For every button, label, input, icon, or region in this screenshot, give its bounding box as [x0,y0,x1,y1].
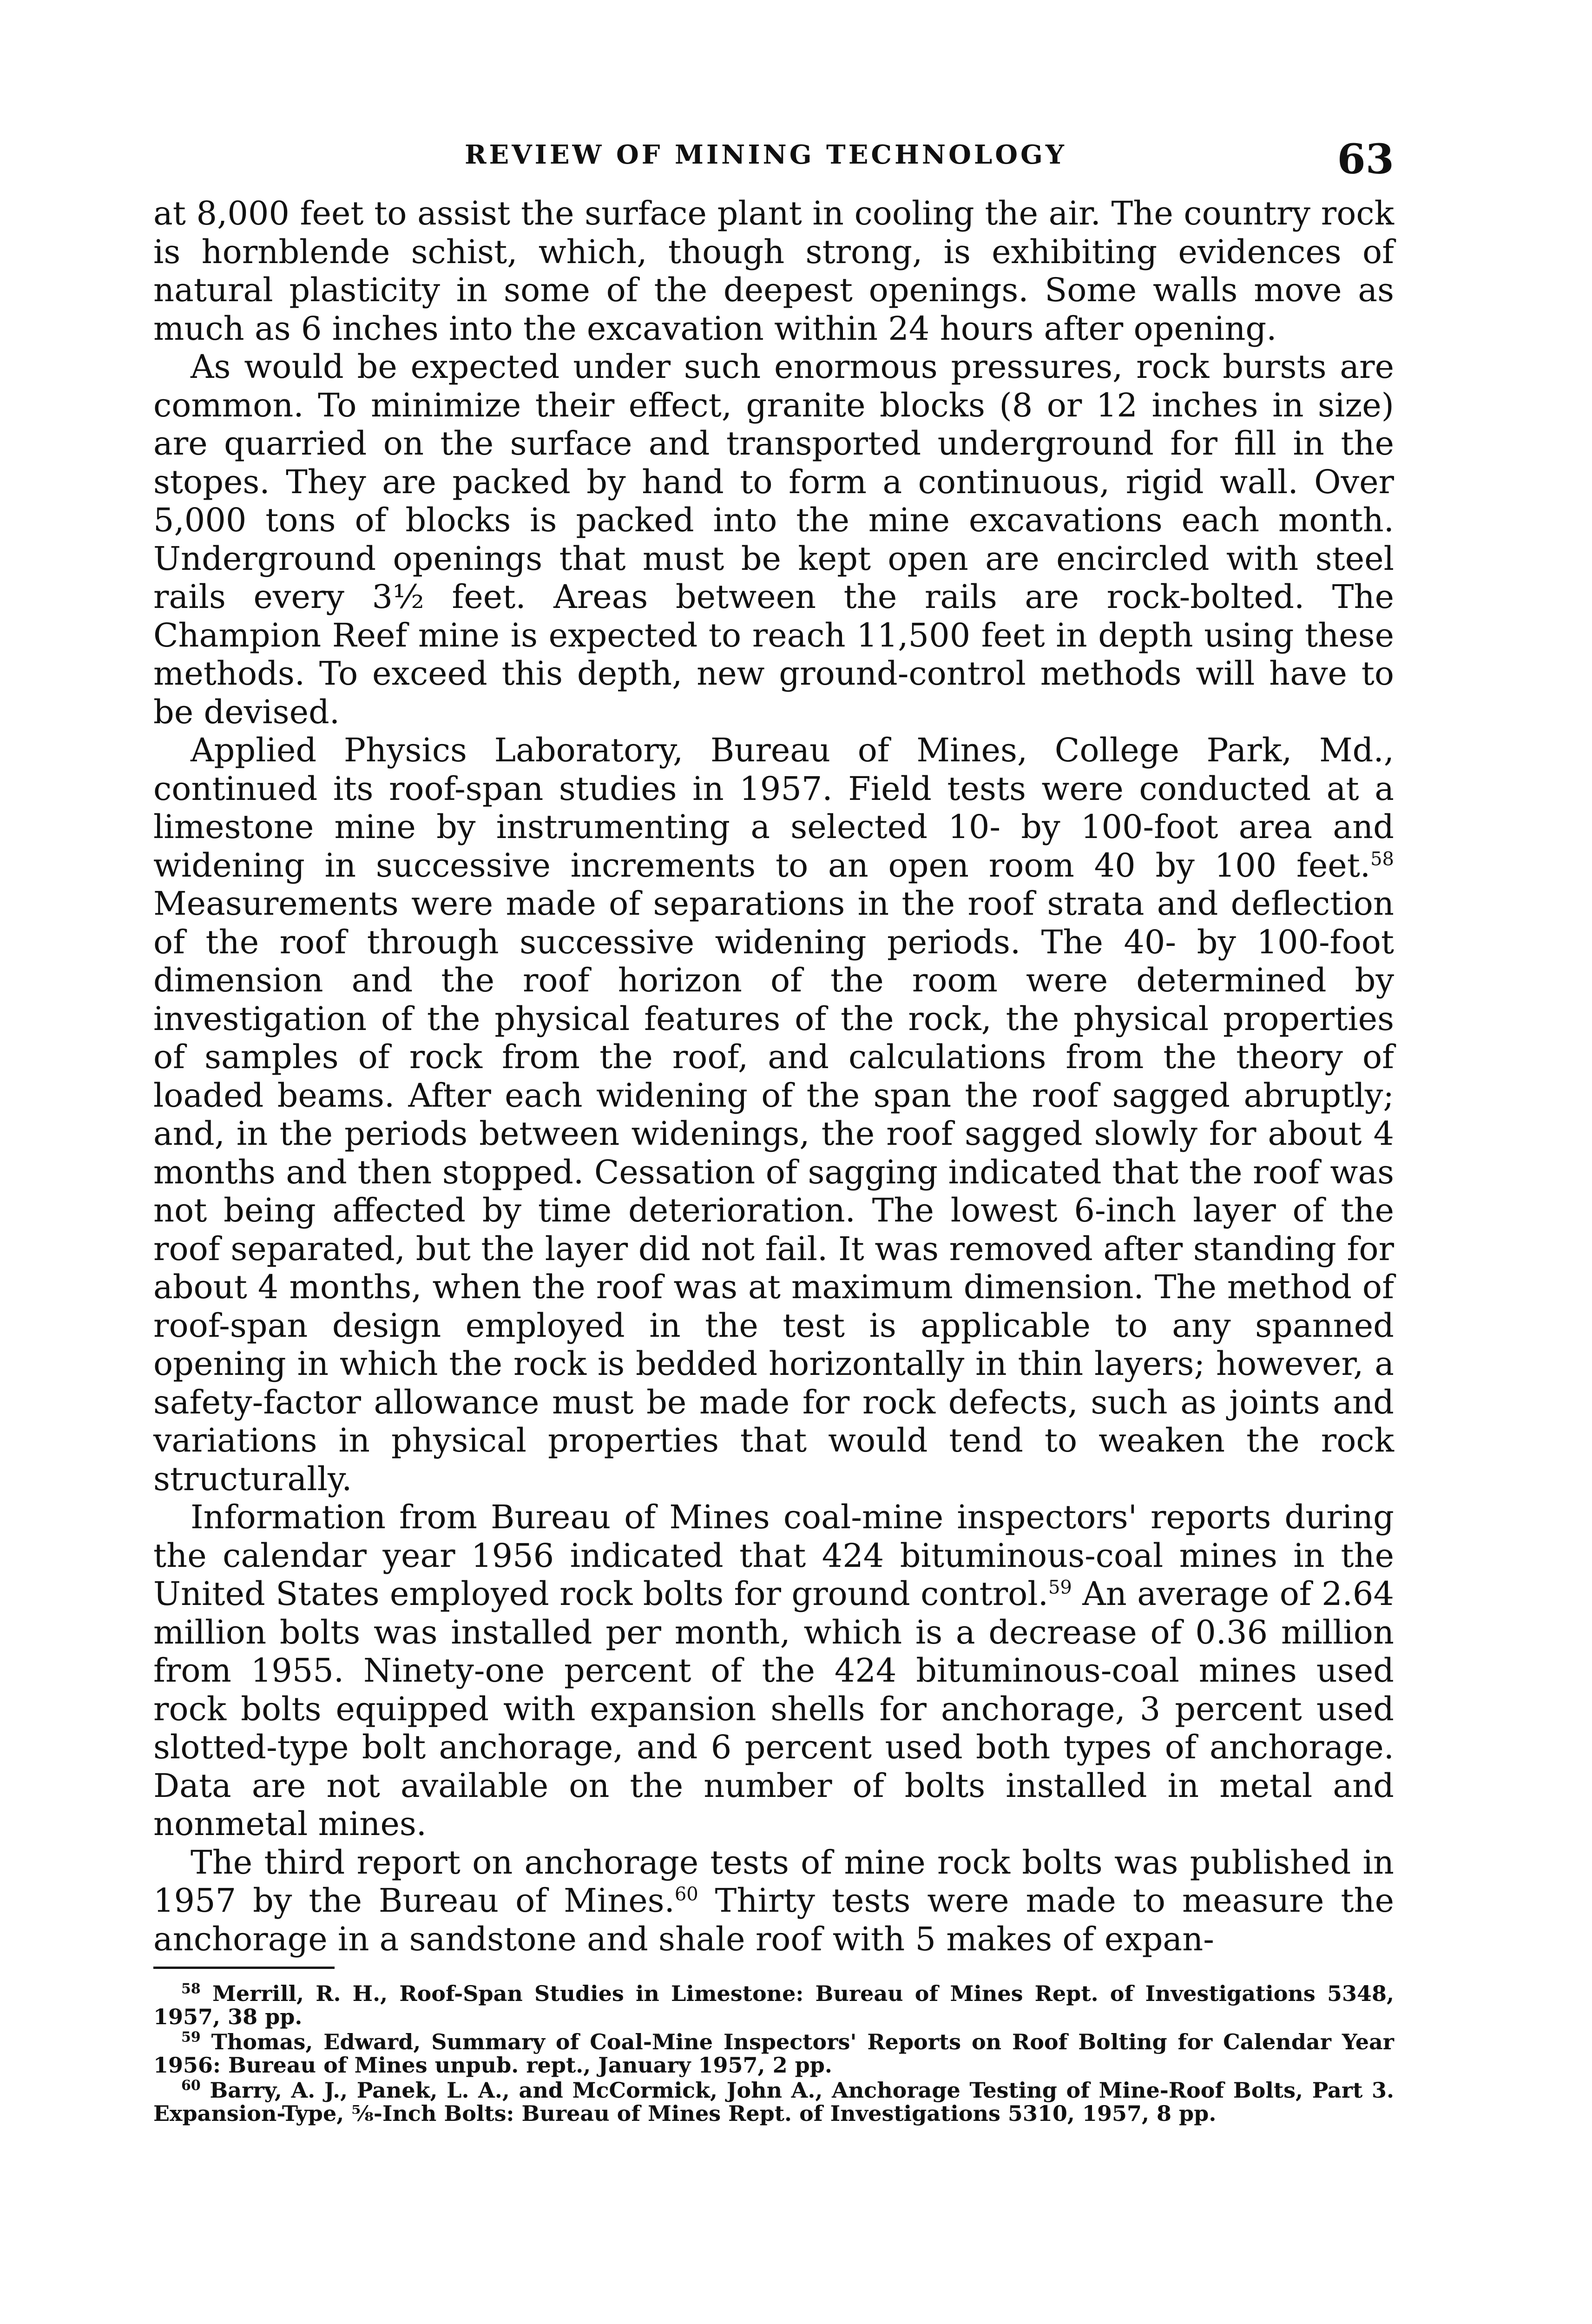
paragraph-3 [153,731,1394,1498]
footnote-59 [153,2030,1394,2077]
footnote-ref-58: 58 [1370,848,1394,870]
paragraph-1 [153,194,1394,348]
paragraph-4-text-end: An average of 2.64 million bolts was installed per month, which is a decrease of 0.36 million from 1955. Ninety-one percent of the 424 bituminous-coal mines used rock bolts equipped with expansion shells for anchorage, 3 percent used slotted-type bolt anchorage, and 6 percent used both types of anchorage. Data are not available on the number of bolts installed in metal and nonmetal mines. [153,1575,1395,1843]
paragraph-2-text: As would be expected under such enormous pressures, rock bursts are common. To minimize their effect, granite blocks (8 or 12 inches in size) are quarried on the surface and transported underground for fill in the stopes. They are packed by hand to form a continuous, rigid wall. Over 5,000 tons of blocks is packed into the mine excavations each month. Underground openings that must be kept open are encircled with steel rails every 3½ feet. Areas between the rails are rock-bolted. The Champion Reef mine is expected to reach 11,500 feet in depth using these methods. To exceed this depth, new ground-control methods will have to be devised. [153,348,1394,731]
footnote-mark: 60 [181,2077,201,2094]
running-head [153,135,1394,191]
page-number: 63 [1337,135,1394,183]
footnote-divider [153,1967,335,1969]
footnote-text: Barry, A. J., Panek, L. A., and McCormick, John A., Anchorage Testing of Mine-Roof Bolts, Part 3. Expansion-Type, ⅝-Inch Bolts: Bureau of Mines Rept. of Investigations 5310, 1957, 8 pp. [153,2078,1394,2126]
footnote-ref-59: 59 [1048,1577,1072,1598]
paragraph-3-text-end: Measurements were made of separations in the roof strata and deflection of the roof through successive widening periods. The 40- by 100-foot dimension and the roof horizon of the room were determined by investigation of the physical features of the rock, the physical properties of samples of rock from the roof, and calculations from the theory of loaded beams. After each widening of the span the roof sagged abruptly; and, in the periods between widenings, the roof sagged slowly for about 4 months and then stopped. Cessation of sagging indicated that the roof was not being affected by time deterioration. The lowest 6-inch layer of the roof separated, but the layer did not fail. It was removed after standing for about 4 months, when the roof was at maximum dimension. The method of roof-span design employed in the test is applicable to any spanned opening in which the rock is bedded horizontally in thin layers; however, a safety-factor allowance must be made for rock defects, such as joints and variations in physical properties that would tend to weaken the rock structurally. [153,885,1394,1498]
paragraph-2 [153,348,1394,731]
running-title: REVIEW OF MINING TECHNOLOGY [465,139,1067,170]
footnote-text: Merrill, R. H., Roof-Span Studies in Limestone: Bureau of Mines Rept. of Investigations 5348, 1957, 38 pp. [153,1981,1394,2029]
book-page [153,135,1394,2127]
body-text [153,194,1394,1958]
footnotes [153,1982,1394,2125]
footnote-text: Thomas, Edward, Summary of Coal-Mine Inspectors' Reports on Roof Bolting for Calendar Year 1956: Bureau of Mines unpub. rept., January 1957, 2 pp. [153,2029,1394,2078]
paragraph-4 [153,1498,1394,1843]
footnote-58 [153,1982,1394,2028]
footnote-60 [153,2079,1394,2125]
paragraph-4-text-start: Information from Bureau of Mines coal-mine inspectors' reports during the calendar year 1956 indicated that 424 bituminous-coal mines in the United States employed rock bolts for ground control. [153,1498,1394,1613]
footnote-mark: 59 [181,2029,201,2046]
footnote-mark: 58 [181,1981,201,1997]
paragraph-1-text: at 8,000 feet to assist the surface plant in cooling the air. The country rock is hornblende schist, which, though strong, is exhibiting evidences of natural plasticity in some of the deepest openings. Some walls move as much as 6 inches into the excavation within 24 hours after opening. [153,194,1394,348]
paragraph-5-text-start: The third report on anchorage tests of mine rock bolts was published in 1957 by the Bureau of Mines. [153,1843,1394,1920]
paragraph-5-text-end: Thirty tests were made to measure the anchorage in a sandstone and shale roof with 5 makes of expan- [153,1882,1394,1958]
paragraph-5 [153,1843,1394,1959]
paragraph-3-text-start: Applied Physics Laboratory, Bureau of Mines, College Park, Md., continued its roof-span studies in 1957. Field tests were conducted at a limestone mine by instrumenting a selected 10- by 100-foot area and widening in successive increments to an open room 40 by 100 feet. [153,731,1394,885]
footnote-ref-60: 60 [674,1883,698,1905]
